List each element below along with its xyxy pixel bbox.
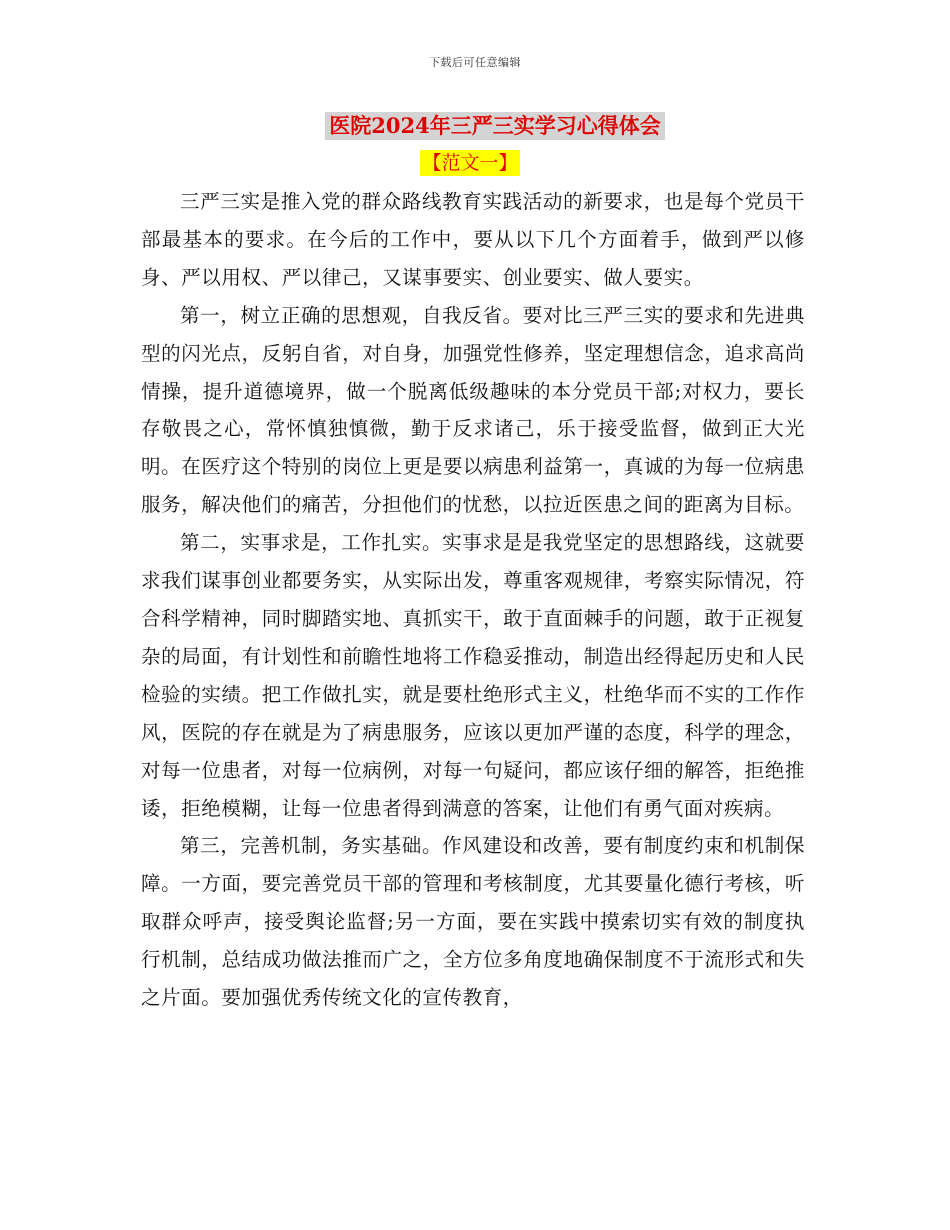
subtitle-container xyxy=(0,150,940,176)
paragraph-3: 第二，实事求是，工作扎实。实事求是是我党坚定的思想路线，这就要求我们谋事创业都要务实，从实际出发，尊重客观规律，考察实际情况，符合科学精神，同时脚踏实地、真抓实干，敢于直面棘手的问题，敢于正视复杂的局面，有计划性和前瞻性地将工作稳妥推动，制造出经得起历史和人民检验的实绩。把工作做扎实，就是要杜绝形式主义，杜绝华而不实的工作作风，医院的存在就是为了病患服务，应该以更加严谨的态度，科学的理念，对每一位患者，对每一位病例，对每一句疑问，都应该仔细的解答，拒绝推诿，拒绝模糊，让每一位患者得到满意的答案，让他们有勇气面对疾病。 xyxy=(141,531,805,820)
paragraph-2: 第一，树立正确的思想观，自我反省。要对比三严三实的要求和先进典型的闪光点，反躬自省，对自身，加强党性修养，坚定理想信念，追求高尚情操，提升道德境界，做一个脱离低级趣味的本分党员干部;对权力，要长存敬畏之心，常怀慎独慎微，勤于反求诸己，乐于接受监督，做到正大光明。在医疗这个特别的岗位上更是要以病患利益第一，真诚的为每一位病患服务，解决他们的痛苦，分担他们的忧愁，以拉近医患之间的距离为目标。 xyxy=(141,303,805,517)
document-body xyxy=(141,183,805,1017)
document-title: 医院2024年三严三实学习心得体会 xyxy=(325,112,664,140)
document-subtitle: 【范文一】 xyxy=(422,152,518,174)
paragraph-1: 三严三实是推入党的群众路线教育实践活动的新要求，也是每个党员干部最基本的要求。在今后的工作中，要从以下几个方面着手，做到严以修身、严以用权、严以律己，又谋事要实、创业要实、做人要实。 xyxy=(141,190,805,289)
header-note: 下载后可任意编辑 xyxy=(429,56,521,69)
title-container xyxy=(0,112,950,140)
paragraph-4: 第三，完善机制，务实基础。作风建设和改善，要有制度约束和机制保障。一方面，要完善党员干部的管理和考核制度，尤其要量化德行考核，听取群众呼声，接受舆论监督;另一方面，要在实践中摸索切实有效的制度执行机制，总结成功做法推而广之，全方位多角度地确保制度不于流形式和失之片面。要加强优秀传统文化的宣传教育， xyxy=(141,834,805,1010)
